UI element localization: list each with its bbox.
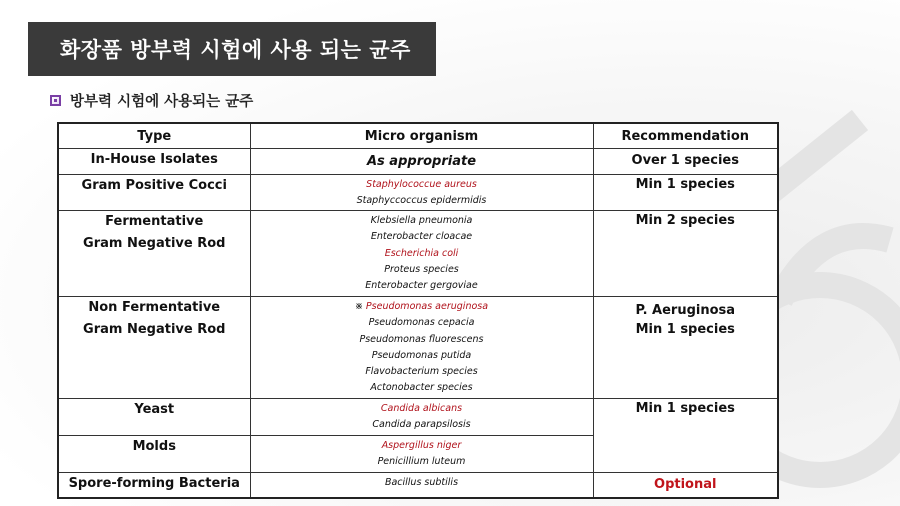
organism-item: Pseudomonas putida	[371, 349, 472, 361]
organism-list	[251, 399, 593, 434]
recommendation-cell	[593, 211, 778, 297]
organism-item: Candida albicans	[380, 403, 463, 414]
table-header-row	[58, 123, 778, 149]
type-cell	[58, 436, 250, 473]
organism-item: Candida parapsilosis	[372, 419, 471, 431]
organism-item: Proteus species	[384, 263, 459, 275]
table-row	[58, 149, 778, 175]
header-recommendation: Recommendation	[593, 123, 778, 149]
organism-item: Pseudomonas fluorescens	[359, 333, 484, 345]
organism-item: Penicillium luteum	[377, 456, 466, 468]
organism-item: Actonobacter species	[370, 382, 473, 394]
table-row	[58, 399, 778, 436]
organism-item: Staphylococcue aureus	[366, 179, 477, 190]
section-subtitle	[50, 90, 253, 110]
type-cell	[58, 399, 250, 436]
recommendation-cell	[593, 149, 778, 175]
type-line: Gram Negative Rod	[83, 322, 226, 337]
recommendation-cell	[593, 399, 778, 473]
header-micro-organism: Micro organism	[250, 123, 593, 149]
organism-cell	[250, 399, 593, 436]
organism-list	[251, 436, 593, 471]
organism-item: Staphyccoccus epidermidis	[356, 195, 487, 207]
table-row	[58, 297, 778, 399]
organism-cell	[250, 149, 593, 175]
organism-item: Klebsiella pneumonia	[370, 215, 473, 226]
recommendation-cell	[593, 297, 778, 399]
subtitle-text: 방부력 시험에 사용되는 균주	[70, 93, 254, 110]
organism-item: Enterobacter gergoviae	[365, 280, 478, 292]
organism-item: Flavobacterium species	[365, 366, 478, 378]
recommendation-line: Min 2 species	[635, 213, 735, 228]
organism-name: Pseudomonas aeruginosa	[365, 301, 489, 312]
page-title: 화장품 방부력 시험에 사용 되는 균주	[28, 22, 436, 76]
recommendation-cell	[593, 473, 778, 498]
type-line: Spore-forming Bacteria	[68, 476, 240, 491]
type-line: In-House Isolates	[90, 152, 218, 167]
type-line: Yeast	[134, 402, 175, 417]
organism-table	[57, 122, 779, 499]
recommendation-line: Min 1 species	[635, 401, 735, 416]
type-cell	[58, 473, 250, 498]
type-line: Fermentative	[105, 214, 204, 229]
organism-item: Escherichia coli	[384, 247, 459, 259]
square-bullet-icon	[50, 95, 61, 106]
organism-list	[251, 175, 593, 210]
organism-item: Aspergillus niger	[381, 440, 462, 451]
organism-cell	[250, 473, 593, 498]
optional-label: Optional	[654, 477, 717, 492]
header-type: Type	[58, 123, 250, 149]
type-cell	[58, 297, 250, 399]
type-line: Gram Negative Rod	[83, 236, 226, 251]
type-line: Non Fermentative	[88, 300, 221, 315]
recommendation-line: Over 1 species	[631, 153, 739, 168]
type-cell	[58, 175, 250, 211]
recommendation-line: Min 1 species	[635, 177, 735, 192]
organism-cell	[250, 175, 593, 211]
type-cell	[58, 211, 250, 297]
type-line: Molds	[132, 439, 176, 454]
organism-item: Pseudomonas cepacia	[368, 317, 475, 329]
reference-mark: ※	[354, 301, 366, 312]
recommendation-cell	[593, 175, 778, 211]
recommendation-line: Min 1 species	[635, 322, 735, 337]
organism-item: Bacillus subtilis	[384, 477, 459, 488]
type-cell	[58, 149, 250, 175]
table-row	[58, 211, 778, 297]
recommendation-line: P. Aeruginosa	[635, 303, 736, 318]
as-appropriate: As appropriate	[366, 154, 477, 169]
table-row	[58, 473, 778, 498]
organism-cell	[250, 436, 593, 473]
organism-list	[251, 211, 593, 294]
organism-cell	[250, 211, 593, 297]
organism-list	[251, 473, 593, 491]
organism-list	[251, 297, 593, 397]
type-line: Gram Positive Cocci	[81, 178, 227, 193]
organism-cell	[250, 297, 593, 399]
table-row	[58, 175, 778, 211]
organism-item	[251, 299, 593, 315]
organism-item: Enterobacter cloacae	[370, 231, 473, 243]
